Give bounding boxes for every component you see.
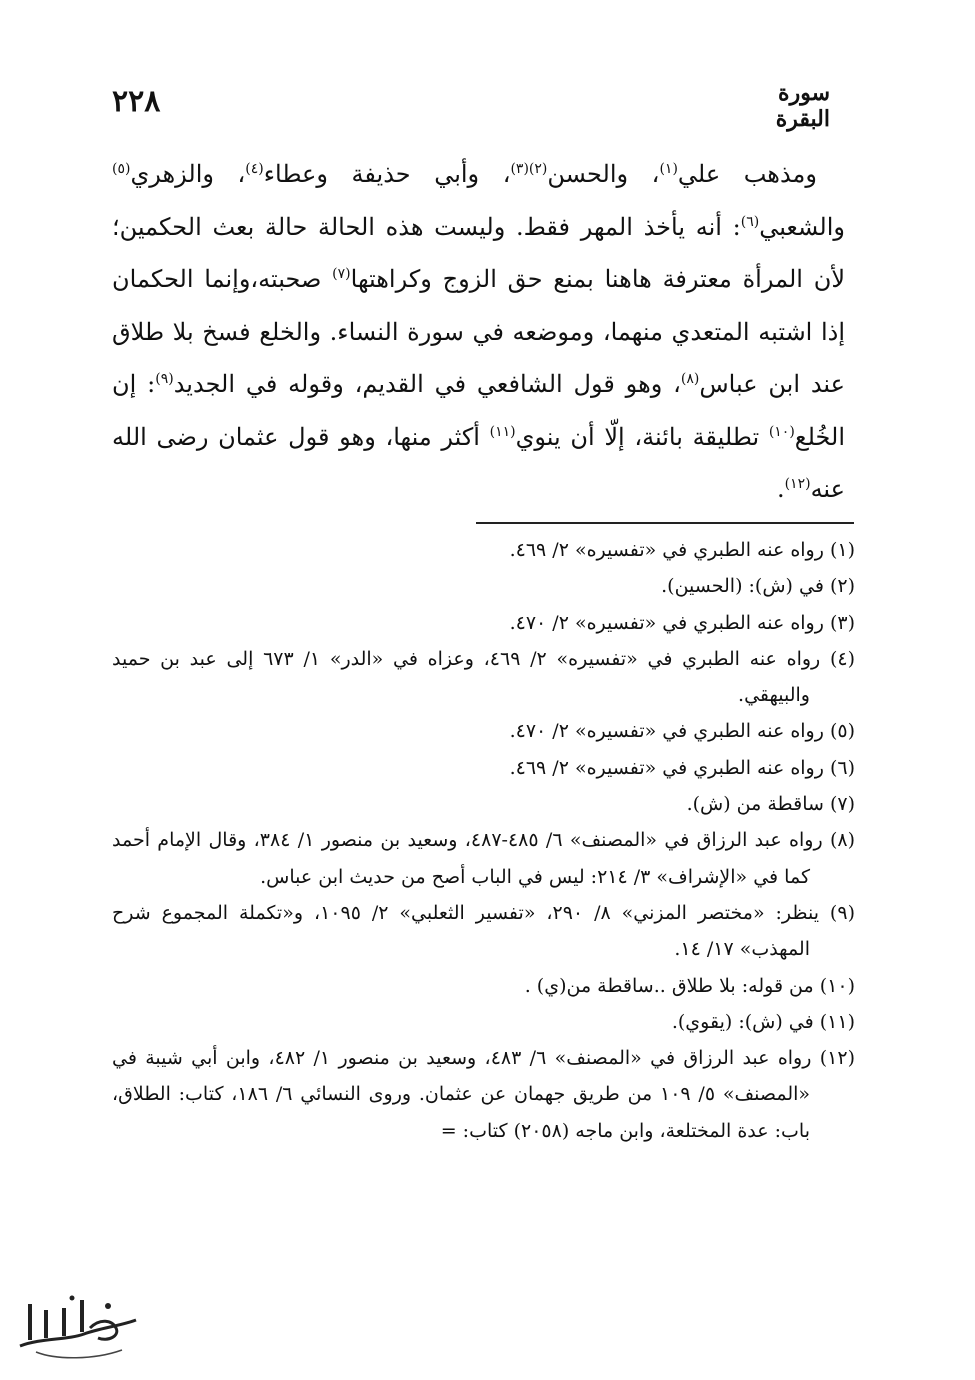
footnote: (٤) رواه عنه الطبري في «تفسيره» ٢/ ٤٦٩، وعزاه في «الدر» ١/ ٦٧٣ إلى عبد بن حميد والبيهقي. — [112, 647, 856, 707]
footnote: (٩) ينظر: «مختصر المزني» ٨/ ٢٩٠، «تفسير الثعلبي» ٢/ ١٠٩٥، و«تكملة المجموع شرح المهذب» ١٧/ ١٤. — [112, 901, 855, 961]
text-segment: : أنه يأخذ المهر فقط. وليست هذه الحالة حالة بعث الحكمين؛ لأن المرأة معترفة هاهنا بمنع حق الزوج وكراهتها — [112, 212, 846, 293]
page-number: ٢٢٨ — [112, 84, 161, 119]
footnote: (٢) في (ش): (الحسين). — [661, 575, 855, 598]
text-segment: والشعبي — [759, 212, 845, 241]
footnote: (٧) ساقطة من (ش). — [686, 793, 855, 816]
footnote: (٦) رواه عنه الطبري في «تفسيره» ٢/ ٤٦٩. — [509, 756, 855, 779]
footnote: (٨) رواه عبد الرزاق في «المصنف» ٦/ ٤٨٥-٤٨٧، وسعيد بن منصور ١/ ٣٨٤، وقال الإمام أحمد كما في «الإشراف» ٣/ ٢١٤: ليس في الباب أصح من حديث ابن عباس. — [112, 829, 856, 888]
text-segment: تطليقة بائنة، إلّا أن ينوي — [515, 422, 769, 451]
text-segment: ومذهب علي — [677, 160, 818, 188]
footnote: (١٠) من قوله: بلا طلاق ..ساقطة من(ي) . — [524, 974, 855, 997]
footnote-divider — [476, 522, 854, 524]
footnote-ref: (٨) — [680, 371, 700, 387]
footnote: (٣) رواه عنه الطبري في «تفسيره» ٢/ ٤٧٠. — [509, 611, 855, 634]
footnote-ref: (١) — [659, 161, 678, 177]
footnote: (٥) رواه عنه الطبري في «تفسيره» ٢/ ٤٧٠. — [509, 720, 855, 743]
text-segment: : إن الخُلع — [112, 370, 845, 451]
footnotes — [112, 532, 855, 1149]
text-segment: ، والزهري — [130, 160, 246, 188]
calligraphy-logo — [12, 1290, 142, 1366]
text-segment: . — [776, 475, 785, 503]
footnote-ref: (٥) — [112, 161, 131, 177]
text-segment: صحبته،وإنما الحكمان إذا اشتبه المتعدي منهما، وموضعه في سورة النساء. والخلع فسخ بلا طلاق عند ابن عباس — [112, 265, 845, 398]
main-paragraph — [112, 148, 845, 516]
footnote-ref: (١٠) — [768, 423, 795, 440]
running-header: سورة البقرة — [775, 80, 830, 132]
text-segment: ، والحسن — [547, 160, 660, 188]
footnote-ref: (٢)(٣) — [510, 161, 548, 177]
main-text — [112, 148, 845, 516]
footnote-ref: (٩) — [155, 371, 174, 387]
footnote-ref: (٧) — [332, 266, 351, 282]
footnote-ref: (٤) — [245, 161, 264, 177]
footnote: (١) رواه عنه الطبري في «تفسيره» ٢/ ٤٦٩. — [509, 539, 855, 561]
text-segment: ، وهو قول الشافعي في القديم، وقوله في الجديد — [173, 370, 681, 398]
text-segment: ، وأبي حذيفة وعطاء — [263, 160, 511, 188]
footnote-ref: (٦) — [740, 213, 760, 230]
footnote: (١١) في (ش): (يقوي). — [671, 1010, 855, 1033]
footnote-ref: (١٢) — [784, 476, 811, 492]
text-segment: أكثر منها، وهو قول عثمان رضى الله عنه — [112, 422, 845, 503]
footnote-ref: (١١) — [489, 423, 516, 440]
footnote: (١٢) رواه عبد الرزاق في «المصنف» ٦/ ٤٨٣، وسعيد بن منصور ١/ ٤٨٢، وابن أبي شيبة في «المصنف» ٥/ ١٠٩ من طريق جهمان عن عثمان. وروى النسائي ٦/ ١٨٦، كتاب: الطلاق، باب: عدة المختلعة، وابن ماجه (٢٠٥٨) كتاب: = — [112, 1047, 855, 1142]
